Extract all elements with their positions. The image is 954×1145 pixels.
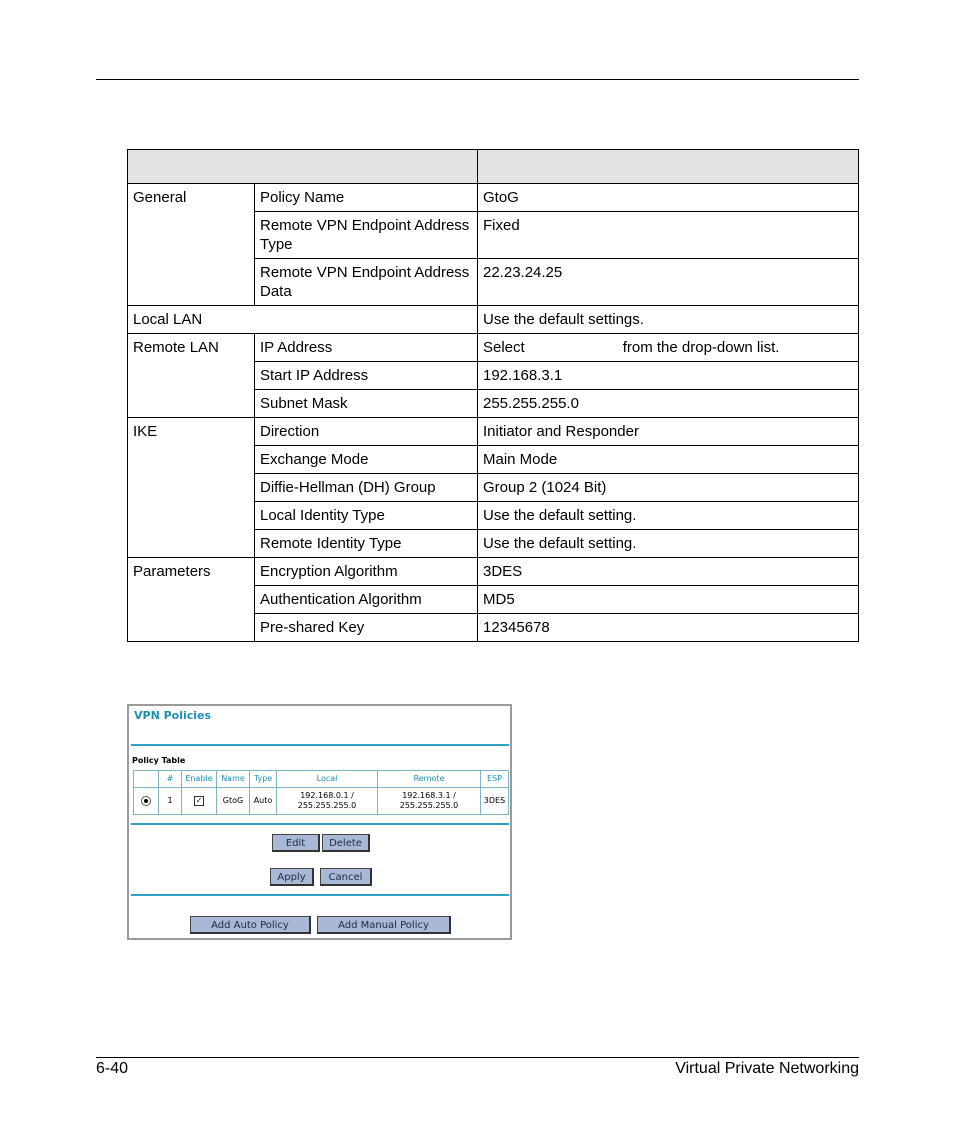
vpn-settings-table <box>127 149 859 642</box>
table-divider <box>131 823 509 825</box>
setting-label: Subnet Mask <box>255 390 478 418</box>
setting-value: Use the default settings. <box>478 306 859 334</box>
setting-value: Group 2 (1024 Bit) <box>478 474 859 502</box>
add-auto-policy-button[interactable]: Add Auto Policy <box>190 916 311 934</box>
column-header: Enable <box>182 771 217 788</box>
apply-button[interactable]: Apply <box>270 868 314 886</box>
policy-type: Auto <box>250 788 277 815</box>
local-address: 192.168.0.1 / <box>300 791 354 800</box>
section-label: IKE <box>128 418 255 558</box>
remote-address: 192.168.3.1 / <box>402 791 456 800</box>
setting-label: Direction <box>255 418 478 446</box>
table-header-cell <box>478 150 859 184</box>
setting-value: MD5 <box>478 586 859 614</box>
cancel-button[interactable]: Cancel <box>320 868 372 886</box>
setting-label: Exchange Mode <box>255 446 478 474</box>
enable-checkbox[interactable]: ✓ <box>195 795 203 805</box>
enable-cell[interactable] <box>182 788 217 815</box>
table-header-cell <box>128 150 478 184</box>
column-header: Name <box>217 771 250 788</box>
setting-value: 12345678 <box>478 614 859 642</box>
footer-rule <box>96 1057 859 1058</box>
section-title: Virtual Private Networking <box>675 1060 859 1077</box>
setting-label: IP Address <box>255 334 478 362</box>
setting-label: Policy Name <box>255 184 478 212</box>
column-header: Local <box>277 771 378 788</box>
setting-value: 255.255.255.0 <box>478 390 859 418</box>
column-header: Type <box>250 771 277 788</box>
setting-value: Use the default setting. <box>478 502 859 530</box>
setting-label: Remote Identity Type <box>255 530 478 558</box>
table-row <box>128 558 859 586</box>
policy-table <box>133 770 509 815</box>
column-header: # <box>159 771 182 788</box>
vpn-policies-title: VPN Policies <box>134 709 212 722</box>
setting-label: Remote VPN Endpoint Address Data <box>255 259 478 306</box>
vpn-policies-screenshot <box>127 704 512 940</box>
policy-row[interactable] <box>134 788 509 815</box>
policy-local <box>277 788 378 815</box>
column-header: ESP <box>481 771 509 788</box>
section-label: Remote LAN <box>128 334 255 418</box>
setting-label: Start IP Address <box>255 362 478 390</box>
column-header <box>134 771 159 788</box>
setting-value: Main Mode <box>478 446 859 474</box>
setting-value: Fixed <box>478 212 859 259</box>
setting-value: 22.23.24.25 <box>478 259 859 306</box>
local-mask: 255.255.255.0 <box>297 801 357 810</box>
setting-value: Initiator and Responder <box>478 418 859 446</box>
select-cell[interactable] <box>134 788 159 815</box>
policy-esp: 3DES <box>481 788 509 815</box>
column-header: Remote <box>378 771 481 788</box>
table-row <box>128 306 859 334</box>
setting-value: 3DES <box>478 558 859 586</box>
edit-button[interactable]: Edit <box>272 834 320 852</box>
table-header-row <box>128 150 859 184</box>
page-number: 6-40 <box>96 1060 129 1077</box>
setting-label: Encryption Algorithm <box>255 558 478 586</box>
table-row <box>128 184 859 212</box>
policy-remote <box>378 788 481 815</box>
policy-name: GtoG <box>217 788 250 815</box>
setting-label: Local Identity Type <box>255 502 478 530</box>
section-label: General <box>128 184 255 306</box>
policy-radio[interactable] <box>141 796 151 806</box>
buttons-divider <box>131 894 509 896</box>
policy-table-label: Policy Table <box>132 756 186 765</box>
header-rule <box>96 79 859 80</box>
setting-value: 192.168.3.1 <box>478 362 859 390</box>
section-label: Local LAN <box>128 306 478 334</box>
table-row <box>128 334 859 362</box>
setting-value: GtoG <box>478 184 859 212</box>
dropdown-text: from the drop-down list. <box>622 339 780 356</box>
title-divider <box>131 744 509 746</box>
policy-table-header <box>134 771 509 788</box>
section-label: Parameters <box>128 558 255 642</box>
setting-label: Pre-shared Key <box>255 614 478 642</box>
add-manual-policy-button[interactable]: Add Manual Policy <box>317 916 451 934</box>
setting-label: Authentication Algorithm <box>255 586 478 614</box>
setting-value <box>478 334 859 362</box>
delete-button[interactable]: Delete <box>322 834 370 852</box>
setting-label: Remote VPN Endpoint Address Type <box>255 212 478 259</box>
setting-value: Use the default setting. <box>478 530 859 558</box>
select-text: Select <box>483 339 525 356</box>
setting-label: Diffie-Hellman (DH) Group <box>255 474 478 502</box>
policy-index: 1 <box>159 788 182 815</box>
table-row <box>128 418 859 446</box>
remote-mask: 255.255.255.0 <box>399 801 459 810</box>
